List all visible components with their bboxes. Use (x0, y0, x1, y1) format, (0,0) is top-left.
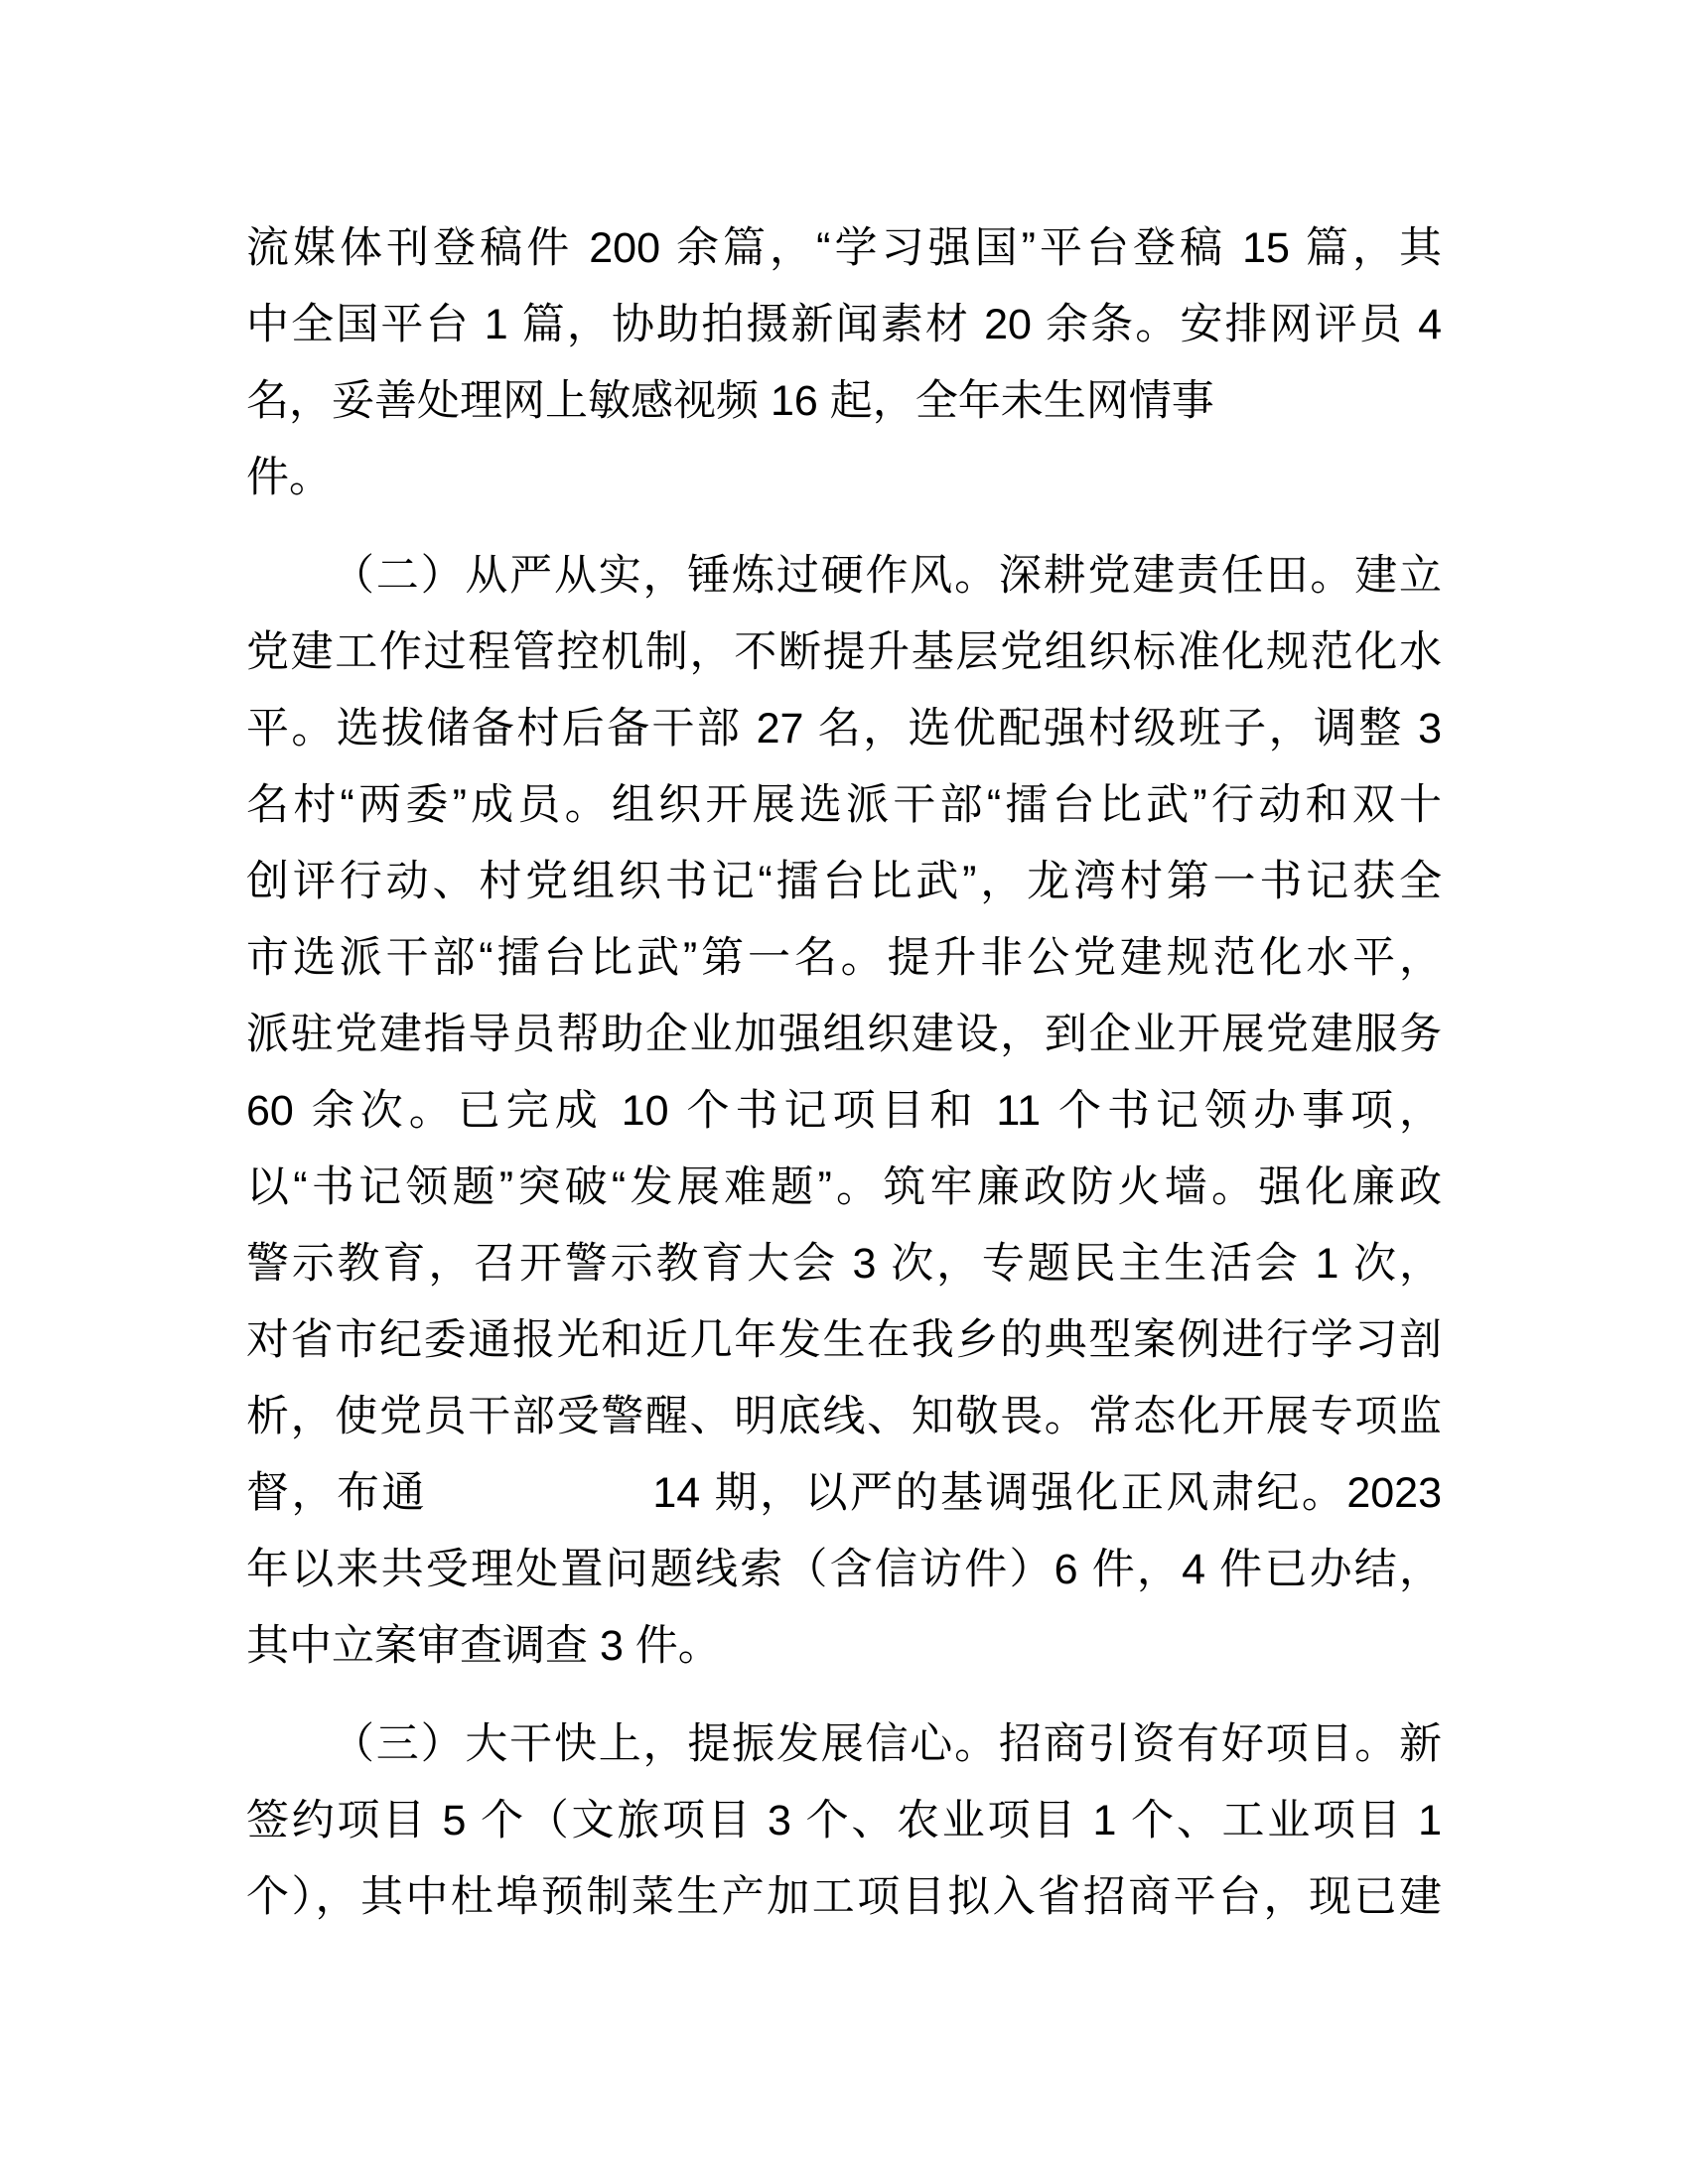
text-line: 派驻党建指导员帮助企业加强组织建设，到企业开展党建服务 (246, 1011, 1442, 1058)
text-line: 中全国平台 1 篇，协助拍摄新闻素材 20 余条。安排网评员 4 (246, 301, 1442, 348)
document-body (246, 210, 1442, 1936)
text-line: 析，使党员干部受警醒、明底线、知敬畏。常态化开展专项监 (246, 1393, 1442, 1440)
text-line: 警示教育，召开警示教育大会 3 次，专题民主生活会 1 次， (246, 1240, 1442, 1288)
paragraph-3 (246, 1706, 1442, 1936)
text-line: 以“书记领题”突破“发展难题”。筑牢廉政防火墙。强化廉政 (246, 1163, 1442, 1211)
text-line: 个），其中杜埠预制菜生产加工项目拟入省招商平台，现已建 (246, 1873, 1442, 1921)
text-line: 名，妥善处理网上敏感视频 16 起，全年未生网情事 (246, 377, 1214, 425)
text-line: 其中立案审查调查 3 件。 (246, 1622, 721, 1670)
text-line: 签约项目 5 个（文旅项目 3 个、农业项目 1 个、工业项目 1 (246, 1797, 1442, 1844)
text-line: 平。选拔储备村后备干部 27 名，选优配强村级班子，调整 3 (246, 705, 1442, 752)
text-line: （二）从严从实，锤炼过硬作风。深耕党建责任田。建立 (332, 552, 1442, 600)
paragraph-1 (246, 210, 1442, 516)
text-line: （三）大干快上，提振发展信心。招商引资有好项目。新 (332, 1720, 1442, 1768)
text-line: 党建工作过程管控机制，不断提升基层党组织标准化规范化水 (246, 628, 1442, 676)
text-line: 督，布通 14 期，以严的基调强化正风肃纪。2023 (246, 1469, 1442, 1517)
text-line: 创评行动、村党组织书记“擂台比武”，龙湾村第一书记获全 (246, 858, 1442, 905)
text-line: 件。 (246, 454, 332, 501)
text-line: 对省市纪委通报光和近几年发生在我乡的典型案例进行学习剖 (246, 1316, 1442, 1364)
text-line: 市选派干部“擂台比武”第一名。提升非公党建规范化水平， (246, 934, 1442, 982)
paragraph-2 (246, 538, 1442, 1685)
text-line: 60 余次。已完成 10 个书记项目和 11 个书记领办事项， (246, 1087, 1442, 1135)
text-line: 流媒体刊登稿件 200 余篇，“学习强国”平台登稿 15 篇，其 (246, 224, 1442, 272)
text-line: 年以来共受理处置问题线索（含信访件）6 件，4 件已办结， (246, 1546, 1442, 1593)
text-line: 名村“两委”成员。组织开展选派干部“擂台比武”行动和双十 (246, 781, 1442, 829)
